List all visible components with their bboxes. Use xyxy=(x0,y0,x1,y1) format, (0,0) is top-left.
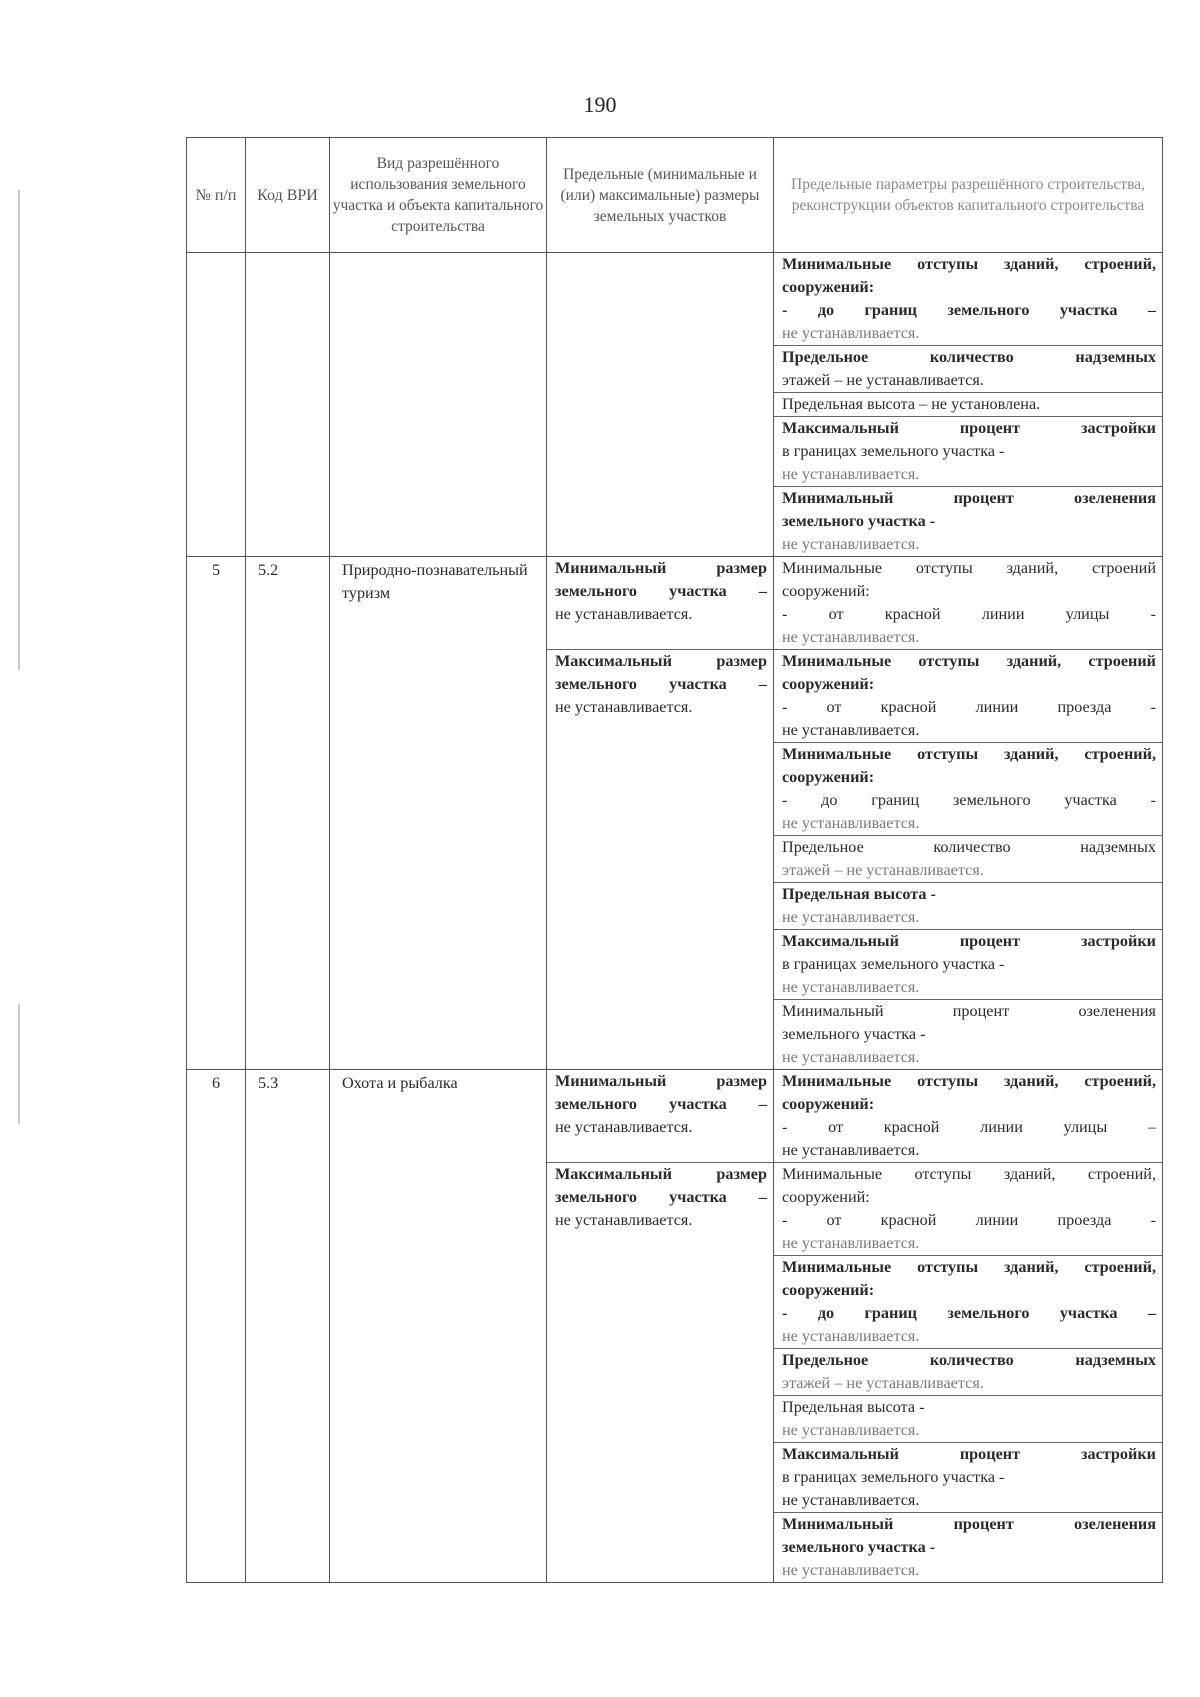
param-block xyxy=(774,1395,1162,1442)
param-line: Минимальный процент озеленения xyxy=(782,1002,1156,1020)
cell-size xyxy=(547,1070,774,1583)
param-line: Предельная высота – не установлена. xyxy=(782,395,1041,413)
param-block xyxy=(774,929,1162,999)
param-line: - до границ земельного участка - xyxy=(782,791,1156,809)
header-kind: Вид разрешённого использования земельного участка и объекта капитального строительства xyxy=(330,138,547,253)
param-block xyxy=(774,1348,1162,1395)
max-size-value: не устанавливается. xyxy=(555,698,693,716)
scan-edge-mark xyxy=(18,190,20,670)
param-line: не устанавливается. xyxy=(782,1327,920,1345)
param-block xyxy=(774,345,1162,392)
regulations-table xyxy=(186,137,1163,1583)
cell-size xyxy=(547,557,774,1070)
param-line: Предельное количество надземных xyxy=(782,1351,1156,1369)
max-size-block xyxy=(547,649,773,719)
param-line: - до границ земельного участка – xyxy=(782,1304,1156,1322)
max-size-block xyxy=(547,1162,773,1232)
scan-edge-mark xyxy=(18,1004,20,1124)
header-num: № п/п xyxy=(187,138,246,253)
param-block xyxy=(774,557,1162,649)
cell-code: 5.2 xyxy=(246,557,330,1070)
cell-params xyxy=(774,557,1163,1070)
param-line: не устанавливается. xyxy=(782,1491,920,1509)
param-line: в границах земельного участка - xyxy=(782,1468,1005,1486)
table-row-continued xyxy=(187,253,1163,557)
cell-params xyxy=(774,1070,1163,1583)
param-line: не устанавливается. xyxy=(782,1421,920,1439)
param-line: - от красной линии улицы – xyxy=(782,1118,1156,1136)
cell-num xyxy=(187,253,246,557)
header-size: Предельные (минимальные и (или) максимальные) размеры земельных участков xyxy=(547,138,774,253)
min-size-block xyxy=(547,557,773,649)
min-size-title: Минимальный размер земельного участка – xyxy=(555,559,767,600)
param-block xyxy=(774,1070,1162,1162)
max-size-title: Максимальный размер земельного участка – xyxy=(555,652,767,693)
param-line: этажей – не устанавливается. xyxy=(782,371,984,389)
param-block xyxy=(774,1512,1162,1582)
header-code: Код ВРИ xyxy=(246,138,330,253)
param-line: не устанавливается. xyxy=(782,628,920,646)
param-line: - до границ земельного участка – xyxy=(782,301,1156,319)
param-block xyxy=(774,253,1162,345)
cell-params xyxy=(774,253,1163,557)
min-size-title: Минимальный размер земельного участка – xyxy=(555,1072,767,1113)
cell-name xyxy=(330,253,547,557)
param-line: - от красной линии проезда - xyxy=(782,698,1156,716)
param-line: земельного участка - xyxy=(782,1025,926,1043)
param-line: не устанавливается. xyxy=(782,1048,920,1066)
param-line: не устанавливается. xyxy=(782,814,920,832)
param-line: Минимальные отступы зданий, строений, сооружений: xyxy=(782,255,1156,296)
param-line: не устанавливается. xyxy=(782,1141,920,1159)
cell-name: Природно-познавательный туризм xyxy=(330,557,547,1070)
param-block xyxy=(774,1255,1162,1348)
param-line: Минимальный процент озеленения xyxy=(782,489,1156,507)
param-line: Минимальные отступы зданий, строений, сооружений: xyxy=(782,1072,1156,1113)
param-block xyxy=(774,742,1162,835)
param-block xyxy=(774,882,1162,929)
param-line: Предельное количество надземных xyxy=(782,838,1156,856)
param-line: Минимальные отступы зданий, строений, сооружений: xyxy=(782,1258,1156,1299)
cell-size xyxy=(547,253,774,557)
param-block xyxy=(774,999,1162,1069)
max-size-value: не устанавливается. xyxy=(555,1211,693,1229)
param-block xyxy=(774,1162,1162,1255)
param-line: Максимальный процент застройки xyxy=(782,419,1156,437)
param-line: Минимальные отступы зданий, строений, сооружений: xyxy=(782,1165,1156,1206)
param-line: Минимальный процент озеленения xyxy=(782,1515,1156,1533)
param-line: Максимальный процент застройки xyxy=(782,1445,1156,1463)
param-line: этажей – не устанавливается. xyxy=(782,861,984,879)
param-block xyxy=(774,392,1162,416)
header-params: Предельные параметры разрешённого строительства, реконструкции объектов капитального строительства xyxy=(774,138,1163,253)
param-line: Минимальные отступы зданий, строений сооружений: xyxy=(782,652,1156,693)
param-line: не устанавливается. xyxy=(782,535,920,553)
param-line: земельного участка - xyxy=(782,1538,936,1556)
param-line: в границах земельного участка - xyxy=(782,442,1005,460)
param-block xyxy=(774,486,1162,556)
param-block xyxy=(774,649,1162,742)
param-block xyxy=(774,835,1162,882)
min-size-value: не устанавливается. xyxy=(555,1118,693,1136)
table-row-6 xyxy=(187,1070,1163,1583)
param-line: Минимальные отступы зданий, строений, сооружений: xyxy=(782,745,1156,786)
param-line: не устанавливается. xyxy=(782,1561,920,1579)
param-line: Предельная высота - xyxy=(782,885,936,903)
param-block xyxy=(774,1442,1162,1512)
min-size-block xyxy=(547,1070,773,1162)
cell-num: 5 xyxy=(187,557,246,1070)
param-line: не устанавливается. xyxy=(782,465,920,483)
param-line: в границах земельного участка - xyxy=(782,955,1005,973)
param-line: Предельное количество надземных xyxy=(782,348,1156,366)
min-size-value: не устанавливается. xyxy=(555,605,693,623)
param-block xyxy=(774,416,1162,486)
param-line: не устанавливается. xyxy=(782,908,920,926)
max-size-title: Максимальный размер земельного участка – xyxy=(555,1165,767,1206)
cell-num: 6 xyxy=(187,1070,246,1583)
param-line: этажей – не устанавливается. xyxy=(782,1374,984,1392)
cell-code: 5.3 xyxy=(246,1070,330,1583)
param-line: не устанавливается. xyxy=(782,721,920,739)
param-line: Предельная высота - xyxy=(782,1398,925,1416)
page-number: 190 xyxy=(583,92,617,117)
param-line: земельного участка - xyxy=(782,512,936,530)
header-row xyxy=(187,138,1163,253)
param-line: не устанавливается. xyxy=(782,324,920,342)
param-line: - от красной линии проезда - xyxy=(782,1211,1156,1229)
param-line: не устанавливается. xyxy=(782,1234,920,1252)
param-line: Максимальный процент застройки xyxy=(782,932,1156,950)
cell-code xyxy=(246,253,330,557)
cell-name: Охота и рыбалка xyxy=(330,1070,547,1583)
param-line: не устанавливается. xyxy=(782,978,920,996)
table-row-5 xyxy=(187,557,1163,1070)
param-line: - от красной линии улицы - xyxy=(782,605,1156,623)
param-line: Минимальные отступы зданий, строений сооружений: xyxy=(782,559,1156,600)
